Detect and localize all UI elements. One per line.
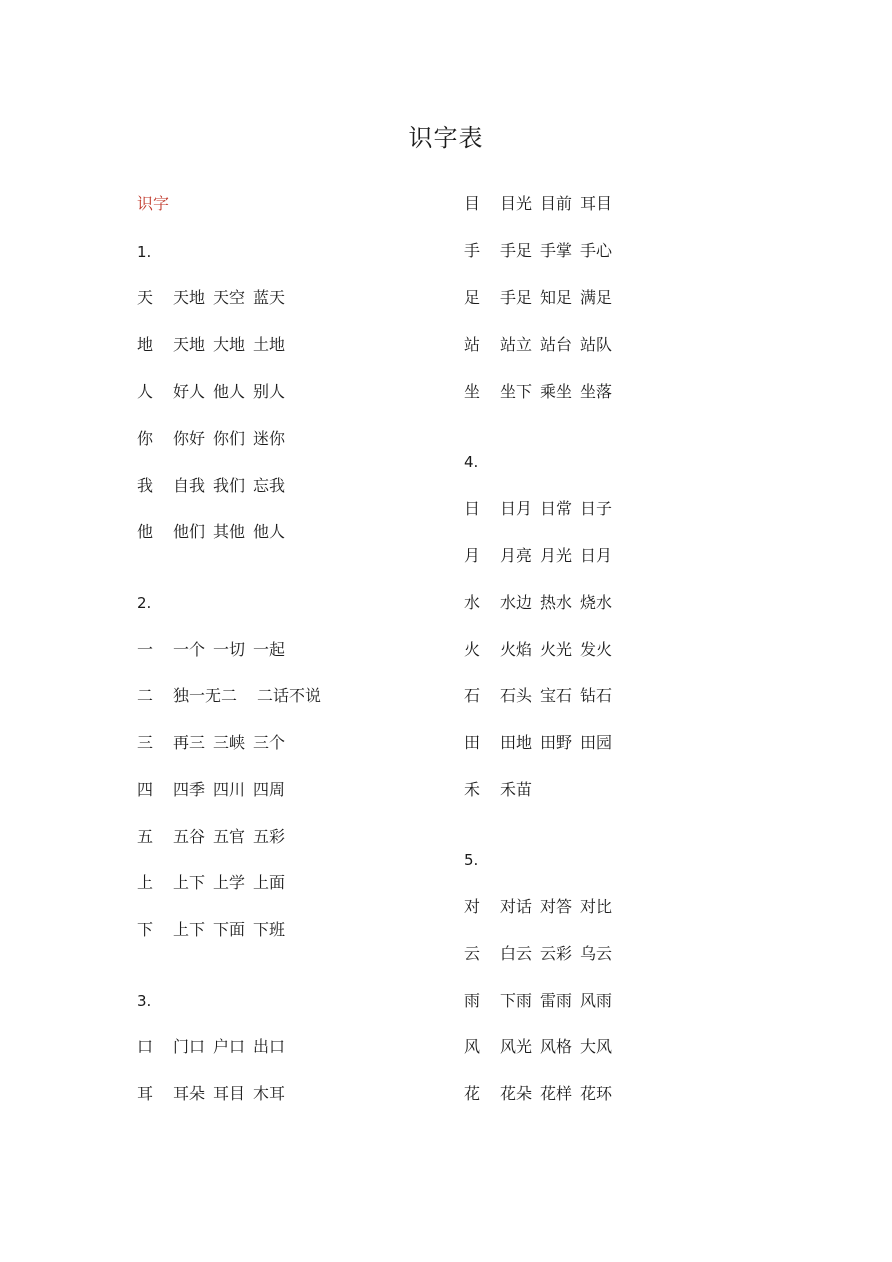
word: 烧水 — [580, 593, 613, 612]
word: 天地 — [173, 335, 206, 354]
word: 大风 — [580, 1037, 613, 1056]
word: 对比 — [580, 897, 613, 916]
char-row — [137, 288, 293, 308]
word: 白云 — [500, 944, 533, 963]
word: 坐落 — [580, 382, 613, 401]
word: 满足 — [580, 288, 613, 307]
character: 风 — [464, 1037, 481, 1056]
character: 禾 — [464, 780, 481, 799]
char-row — [464, 1084, 620, 1104]
character: 手 — [464, 241, 481, 260]
character: 日 — [464, 499, 481, 518]
character: 足 — [464, 288, 481, 307]
word: 花环 — [580, 1084, 613, 1103]
word: 四周 — [253, 780, 286, 799]
word: 站立 — [500, 335, 533, 354]
word: 迷你 — [253, 429, 286, 448]
char-row — [137, 1084, 293, 1104]
word: 自我 — [173, 476, 206, 495]
word: 五谷 — [173, 827, 206, 846]
word: 发火 — [580, 640, 613, 659]
char-row — [464, 897, 620, 917]
word: 三个 — [253, 733, 286, 752]
word: 目前 — [540, 194, 573, 213]
lesson-number: 5. — [464, 851, 479, 869]
word: 四季 — [173, 780, 206, 799]
page-title: 识字表 — [408, 124, 484, 152]
word: 田园 — [580, 733, 613, 752]
char-row — [464, 194, 620, 214]
word: 我们 — [213, 476, 246, 495]
word: 其他 — [213, 522, 246, 541]
character: 云 — [464, 944, 481, 963]
word: 蓝天 — [253, 288, 286, 307]
word: 云彩 — [540, 944, 573, 963]
word: 田野 — [540, 733, 573, 752]
word: 他人 — [213, 382, 246, 401]
word: 户口 — [213, 1037, 246, 1056]
word: 手掌 — [540, 241, 573, 260]
word: 木耳 — [253, 1084, 286, 1103]
word: 天地 — [173, 288, 206, 307]
char-row — [464, 288, 620, 308]
char-row — [137, 827, 293, 847]
char-row — [464, 546, 620, 566]
char-row — [464, 733, 620, 753]
character: 耳 — [137, 1084, 154, 1103]
word: 风光 — [500, 1037, 533, 1056]
character: 田 — [464, 733, 481, 752]
char-row — [137, 382, 293, 402]
word: 对话 — [500, 897, 533, 916]
word: 目光 — [500, 194, 533, 213]
character: 他 — [137, 522, 154, 541]
char-row — [464, 1037, 620, 1057]
word: 宝石 — [540, 686, 573, 705]
word: 热水 — [540, 593, 573, 612]
char-row — [464, 780, 540, 800]
word: 耳目 — [213, 1084, 246, 1103]
word: 上下 — [173, 873, 206, 892]
word: 对答 — [540, 897, 573, 916]
lesson-number: 2. — [137, 594, 152, 612]
word: 站台 — [540, 335, 573, 354]
lesson-number: 4. — [464, 453, 479, 471]
word: 他们 — [173, 522, 206, 541]
word: 雷雨 — [540, 991, 573, 1010]
word: 石头 — [500, 686, 533, 705]
word: 田地 — [500, 733, 533, 752]
word: 站队 — [580, 335, 613, 354]
char-row — [464, 593, 620, 613]
word: 日月 — [500, 499, 533, 518]
word: 好人 — [173, 382, 206, 401]
word: 你好 — [173, 429, 206, 448]
word: 日常 — [540, 499, 573, 518]
word: 下班 — [253, 920, 286, 939]
character: 二 — [137, 686, 154, 705]
word: 一起 — [253, 640, 286, 659]
word: 火焰 — [500, 640, 533, 659]
word: 月光 — [540, 546, 573, 565]
word: 三峡 — [213, 733, 246, 752]
word: 日月 — [580, 546, 613, 565]
word: 土地 — [253, 335, 286, 354]
lesson-number: 3. — [137, 992, 152, 1010]
word: 耳朵 — [173, 1084, 206, 1103]
character: 雨 — [464, 991, 481, 1010]
char-row — [137, 640, 293, 660]
word: 手心 — [580, 241, 613, 260]
word: 乌云 — [580, 944, 613, 963]
word: 日子 — [580, 499, 613, 518]
char-row — [137, 476, 293, 496]
character: 上 — [137, 873, 154, 892]
word: 一个 — [173, 640, 206, 659]
word: 门口 — [173, 1037, 206, 1056]
word: 独一无二 — [173, 686, 238, 705]
word: 花样 — [540, 1084, 573, 1103]
character: 四 — [137, 780, 154, 799]
character: 天 — [137, 288, 154, 307]
char-row — [137, 522, 293, 542]
char-row — [137, 780, 293, 800]
word: 上面 — [253, 873, 286, 892]
word: 天空 — [213, 288, 246, 307]
character: 花 — [464, 1084, 481, 1103]
char-row — [137, 873, 293, 893]
section-title: 识字 — [137, 194, 170, 213]
word: 上下 — [173, 920, 206, 939]
word: 禾苗 — [500, 780, 533, 799]
word: 手足 — [500, 241, 533, 260]
word: 二话不说 — [257, 686, 322, 705]
word: 五官 — [213, 827, 246, 846]
word: 出口 — [253, 1037, 286, 1056]
character: 水 — [464, 593, 481, 612]
lesson-number: 1. — [137, 243, 152, 261]
word: 花朵 — [500, 1084, 533, 1103]
character: 站 — [464, 335, 481, 354]
word: 五彩 — [253, 827, 286, 846]
char-row — [464, 335, 620, 355]
word: 一切 — [213, 640, 246, 659]
character: 下 — [137, 920, 154, 939]
word: 忘我 — [253, 476, 286, 495]
character: 五 — [137, 827, 154, 846]
word: 知足 — [540, 288, 573, 307]
char-row — [464, 944, 620, 964]
word: 四川 — [213, 780, 246, 799]
word: 别人 — [253, 382, 286, 401]
character: 地 — [137, 335, 154, 354]
character: 对 — [464, 897, 481, 916]
char-row — [464, 499, 620, 519]
word: 水边 — [500, 593, 533, 612]
character: 你 — [137, 429, 154, 448]
word: 火光 — [540, 640, 573, 659]
word: 你们 — [213, 429, 246, 448]
word: 下雨 — [500, 991, 533, 1010]
character: 目 — [464, 194, 481, 213]
word: 耳目 — [580, 194, 613, 213]
character: 坐 — [464, 382, 481, 401]
word: 他人 — [253, 522, 286, 541]
character: 我 — [137, 476, 154, 495]
char-row — [464, 640, 620, 660]
character: 三 — [137, 733, 154, 752]
word: 乘坐 — [540, 382, 573, 401]
char-row — [137, 1037, 293, 1057]
char-row — [137, 920, 293, 940]
character: 人 — [137, 382, 154, 401]
word: 下面 — [213, 920, 246, 939]
char-row — [137, 686, 329, 706]
char-row — [464, 991, 620, 1011]
character: 一 — [137, 640, 154, 659]
word: 手足 — [500, 288, 533, 307]
word: 风格 — [540, 1037, 573, 1056]
word: 大地 — [213, 335, 246, 354]
word: 钻石 — [580, 686, 613, 705]
char-row — [464, 382, 620, 402]
character: 火 — [464, 640, 481, 659]
char-row — [137, 335, 293, 355]
word: 坐下 — [500, 382, 533, 401]
character: 石 — [464, 686, 481, 705]
char-row — [137, 429, 293, 449]
word: 风雨 — [580, 991, 613, 1010]
word: 上学 — [213, 873, 246, 892]
char-row — [464, 686, 620, 706]
word: 月亮 — [500, 546, 533, 565]
char-row — [137, 733, 293, 753]
char-row — [464, 241, 620, 261]
character: 月 — [464, 546, 481, 565]
character: 口 — [137, 1037, 154, 1056]
word: 再三 — [173, 733, 206, 752]
